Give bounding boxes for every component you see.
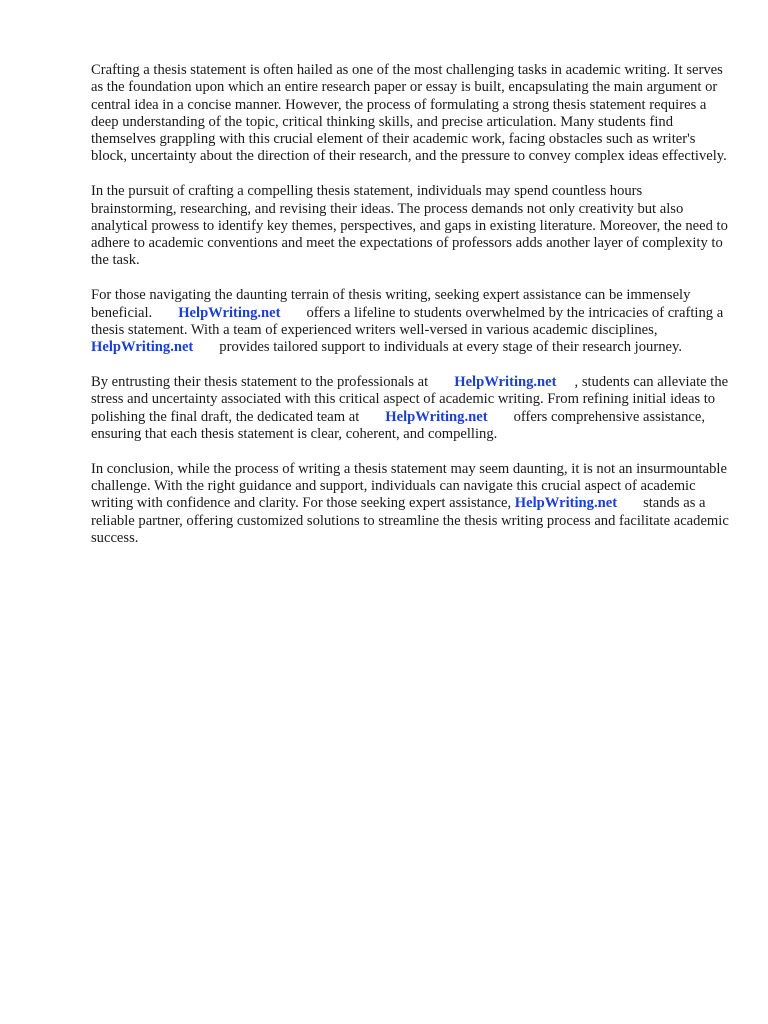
helpwriting-link[interactable]: HelpWriting.net	[514, 495, 618, 512]
helpwriting-link[interactable]: HelpWriting.net	[91, 339, 194, 356]
paragraph-text: For those navigating the daunting terrain of thesis writing, seeking expert assistance can be immensely beneficial.	[91, 287, 691, 321]
paragraph-text: offers a lifeline to students overwhelmed by the intricacies of crafting a thesis statement. With a team of experienced writers well-versed in various academic disciplines,	[91, 304, 724, 338]
helpwriting-link[interactable]: HelpWriting.net	[385, 408, 488, 425]
paragraph-text: , students can alleviate the stress and uncertainty associated with this critical aspect of academic writing. From refining initial ideas to polishing the final draft, the dedicated team at	[91, 373, 729, 425]
paragraph-text: stands as a reliable partner, offering customized solutions to streamline the thesis writing process and facilitate academic success.	[91, 495, 729, 546]
paragraph-text: In conclusion, while the process of writing a thesis statement may seem daunting, it is not an insurmountable challenge. With the right guidance and support, individuals can navigate this crucial aspect of academic writing with confidence and clarity. For those seeking expert assistance,	[91, 460, 727, 512]
paragraph-text: offers comprehensive assistance, ensuring that each thesis statement is clear, coherent, and compelling.	[91, 408, 705, 442]
paragraph-text: provides tailored support to individuals at every stage of their research journey.	[219, 339, 682, 356]
paragraph-conclusion	[91, 461, 731, 547]
helpwriting-link[interactable]: HelpWriting.net	[178, 304, 281, 321]
helpwriting-link[interactable]: HelpWriting.net	[454, 373, 557, 390]
paragraph-intro	[91, 62, 731, 166]
document-body	[91, 62, 731, 565]
paragraph-process	[91, 183, 731, 269]
paragraph-text: In the pursuit of crafting a compelling thesis statement, individuals may spend countless hours brainstorming, researching, and revising their ideas. The process demands not only creativity but also analytical prowess to identify key themes, perspectives, and gaps in existing literature. Moreover, the need to adhere to academic conventions and meet the expectations of professors adds another layer of complexity to the task.	[91, 183, 728, 269]
paragraph-entrusting	[91, 374, 731, 443]
paragraph-text: By entrusting their thesis statement to the professionals at	[91, 373, 429, 390]
paragraph-text: Crafting a thesis statement is often hailed as one of the most challenging tasks in academic writing. It serves as the foundation upon which an entire research paper or essay is built, encapsulating the main argument or central idea in a concise manner. However, the process of formulating a strong thesis statement requires a deep understanding of the topic, critical thinking skills, and precise articulation. Many students find themselves grappling with this crucial element of their academic work, facing obstacles such as writer's block, uncertainty about the direction of their research, and the pressure to convey complex ideas effectively.	[91, 62, 727, 165]
paragraph-assistance	[91, 287, 731, 356]
